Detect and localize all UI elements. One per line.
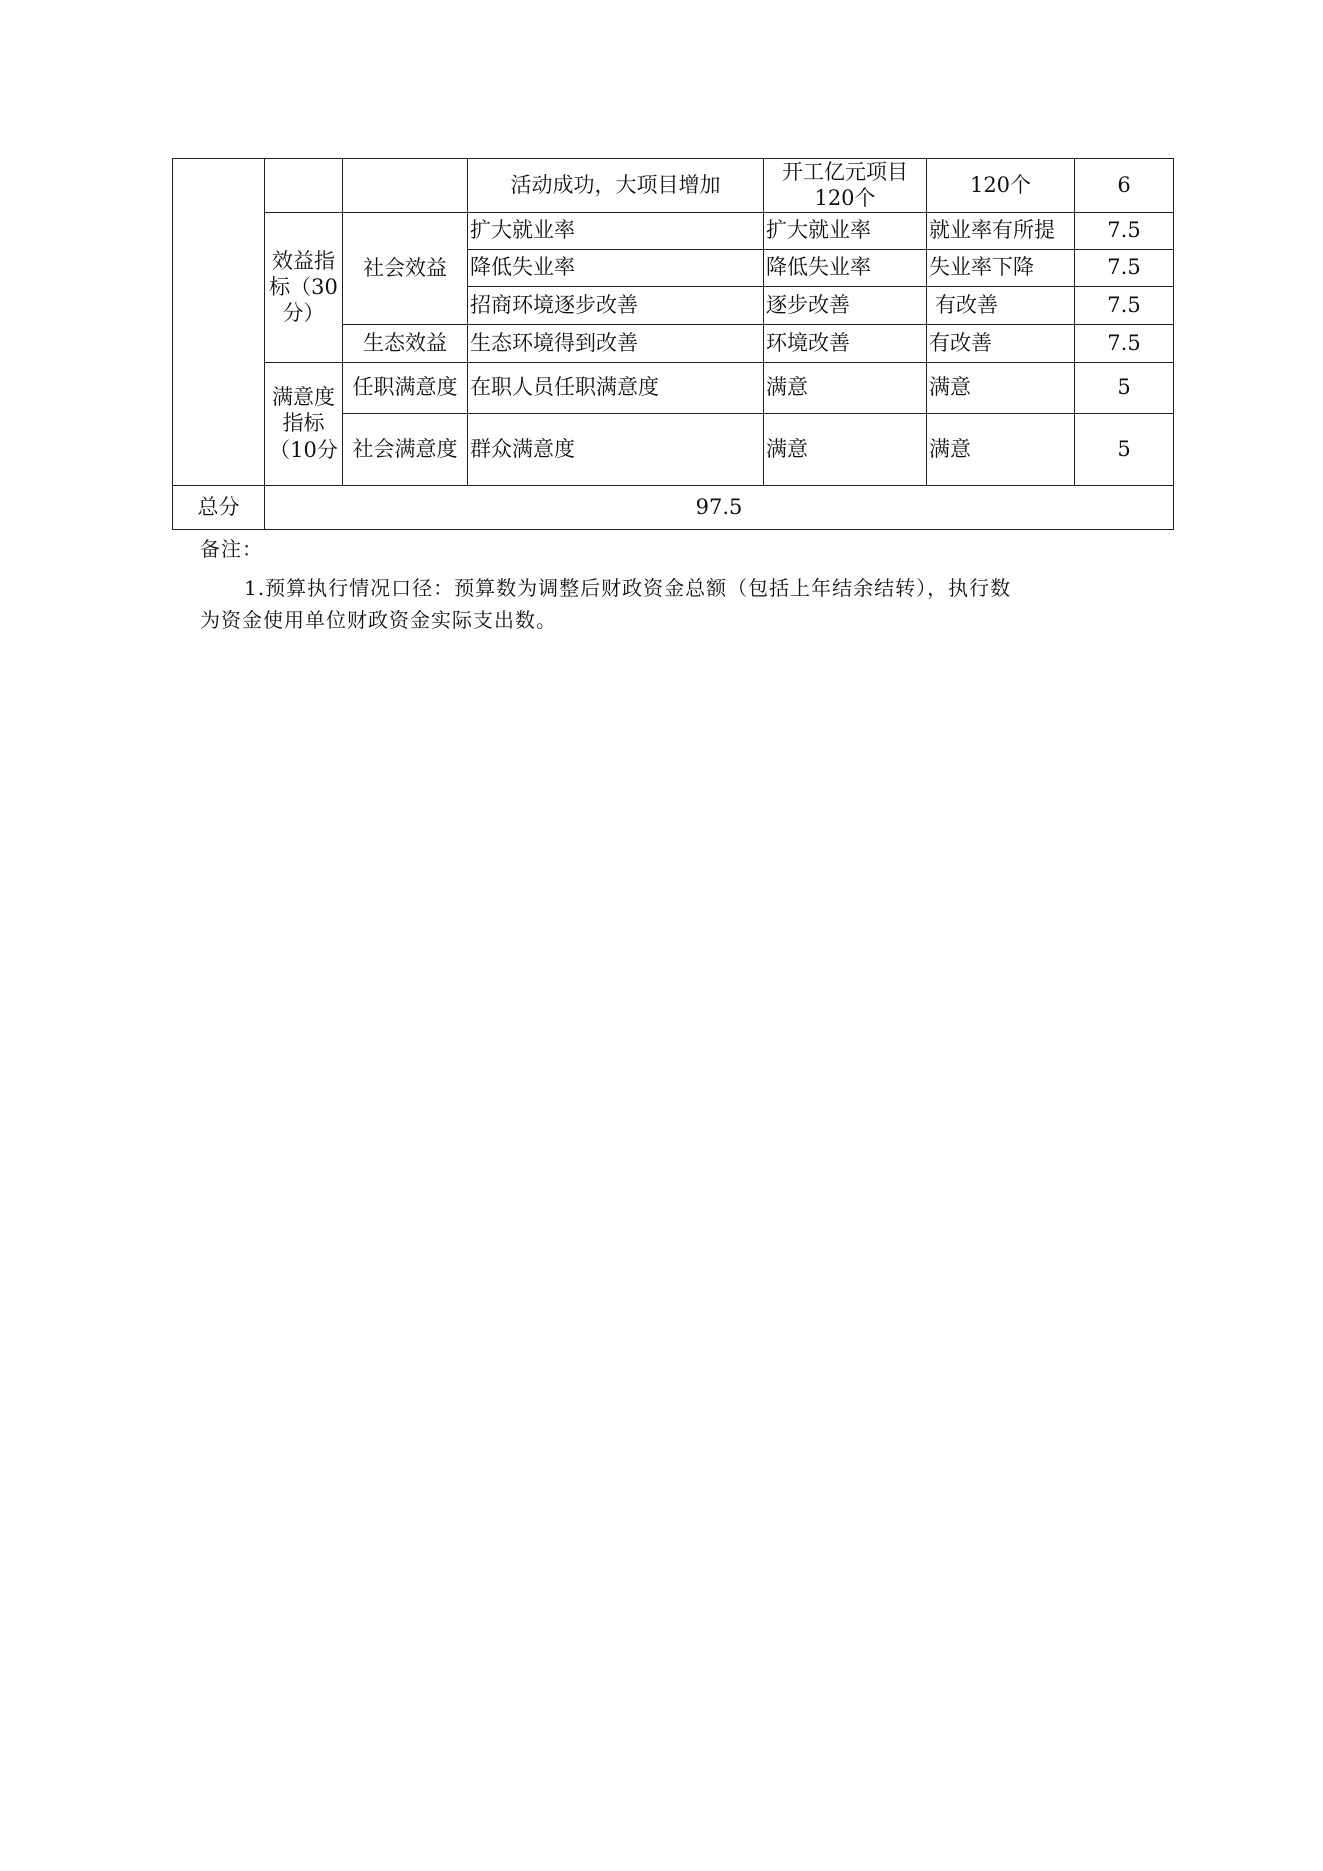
public-satisfaction-label: 社会满意度 [343,413,468,485]
score-cell: 6 [1075,159,1174,213]
actual-cell: 有改善 [927,324,1075,362]
score-cell: 5 [1075,362,1174,413]
indicator-cell: 活动成功，大项目增加 [468,159,764,213]
benefit-indicator-label: 效益指标（30分） [265,212,343,362]
actual-cell: 有改善 [927,286,1075,324]
notes-title [200,534,263,564]
target-cell: 满意 [764,362,927,413]
notes-heading: 备注： [200,537,263,561]
score-cell: 7.5 [1075,286,1174,324]
staff-satisfaction-label: 任职满意度 [343,362,468,413]
table-row [173,159,1174,213]
target-cell: 环境改善 [764,324,927,362]
indicator-cell: 在职人员任职满意度 [468,362,764,413]
indicator-cell: 群众满意度 [468,413,764,485]
score-cell: 7.5 [1075,249,1174,286]
table-row [173,362,1174,413]
notes-paragraph [200,572,1120,636]
target-cell: 满意 [764,413,927,485]
actual-cell: 120个 [927,159,1075,213]
actual-cell: 满意 [927,362,1075,413]
empty-cell [265,159,343,213]
indicator-cell: 降低失业率 [468,249,764,286]
empty-cell [343,159,468,213]
satisfaction-indicator-label: 满意度指标（10分 [265,362,343,485]
performance-table [172,158,1174,530]
score-cell: 7.5 [1075,324,1174,362]
merged-left-cell [173,159,265,486]
score-cell: 5 [1075,413,1174,485]
note-item-1-line-1: 1.预算执行情况口径：预算数为调整后财政资金总额（包括上年结余结转），执行数 [244,576,1012,600]
actual-cell: 就业率有所提 [927,212,1075,249]
indicator-cell: 生态环境得到改善 [468,324,764,362]
note-item-1-line-2: 为资金使用单位财政资金实际支出数。 [200,608,557,632]
total-row [173,485,1174,529]
target-cell: 逐步改善 [764,286,927,324]
target-cell: 扩大就业率 [764,212,927,249]
social-benefit-label: 社会效益 [343,212,468,324]
indicator-cell: 招商环境逐步改善 [468,286,764,324]
target-cell: 降低失业率 [764,249,927,286]
total-label: 总分 [173,485,265,529]
actual-cell: 失业率下降 [927,249,1075,286]
target-cell: 开工亿元项目120个 [764,159,927,213]
table-row [173,212,1174,249]
eco-benefit-label: 生态效益 [343,324,468,362]
score-cell: 7.5 [1075,212,1174,249]
total-value: 97.5 [265,485,1174,529]
indicator-cell: 扩大就业率 [468,212,764,249]
actual-cell: 满意 [927,413,1075,485]
